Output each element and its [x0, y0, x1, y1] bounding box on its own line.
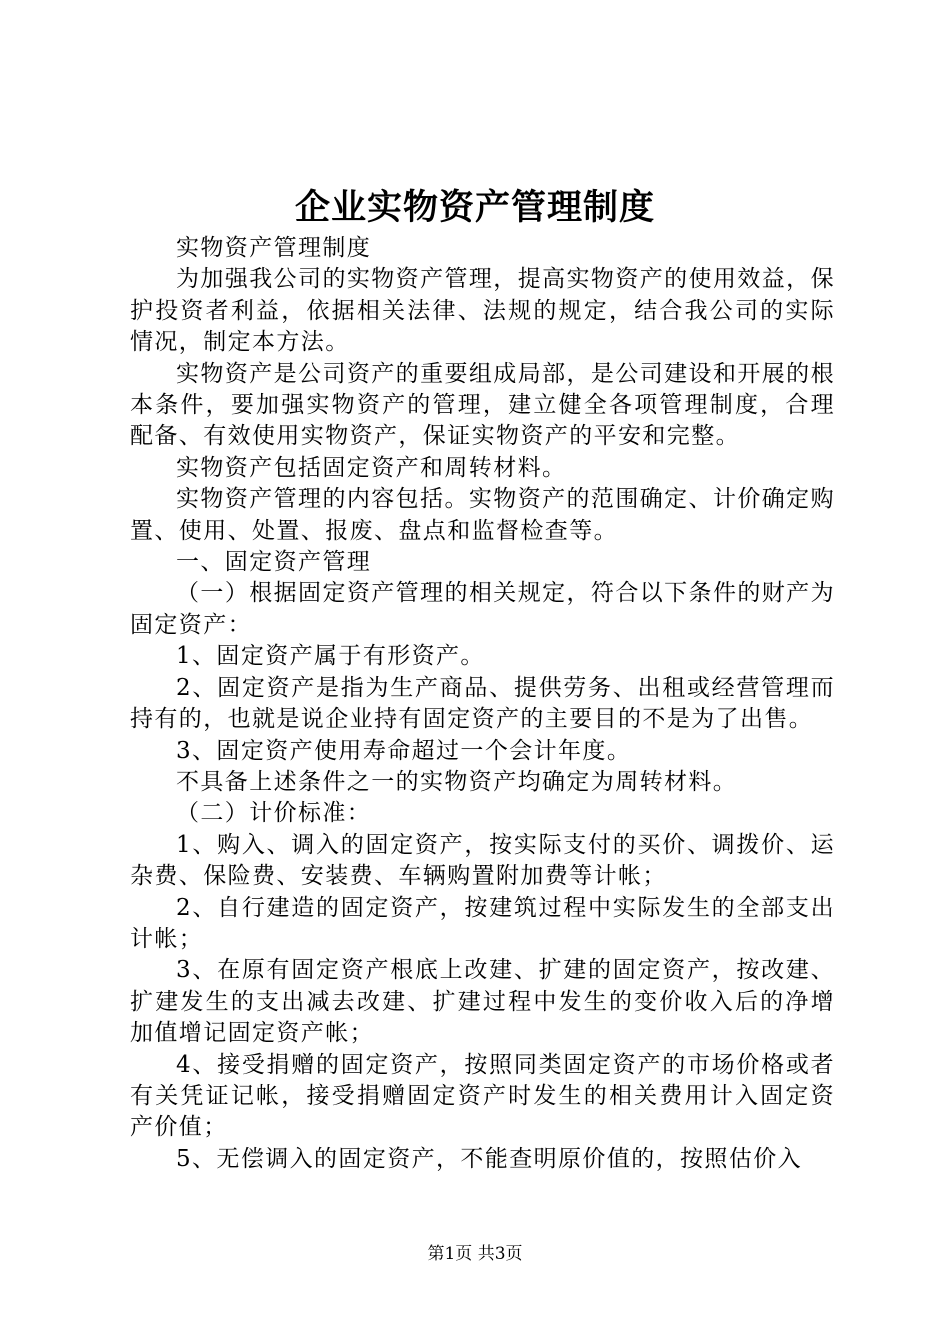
document-body	[130, 233, 835, 1175]
list-item: 1、固定资产属于有形资产。	[176, 643, 485, 670]
list-item: 2、固定资产是指为生产商品、提供劳务、出租或经营管理而持有的，也就是说企业持有固定资产的主要目的不是为了出售。	[130, 674, 835, 733]
list-item: 5、无偿调入的固定资产，不能查明原价值的，按照估价入	[176, 1145, 803, 1172]
paragraph: 实物资产是公司资产的重要组成局部，是公司建设和开展的根本条件，要加强实物资产的管理，建立健全各项管理制度，合理配备、有效使用实物资产，保证实物资产的平安和完整。	[130, 360, 835, 450]
subsection-heading: （二）计价标准：	[176, 800, 372, 827]
paragraph: （一）根据固定资产管理的相关规定，符合以下条件的财产为固定资产：	[130, 580, 835, 638]
paragraph: 实物资产包括固定资产和周转材料。	[176, 454, 567, 481]
list-item: 1、购入、调入的固定资产，按实际支付的买价、调拨价、运杂费、保险费、安装费、车辆购置附加费等计帐；	[130, 831, 835, 890]
paragraph: 为加强我公司的实物资产管理，提高实物资产的使用效益，保护投资者利益，依据相关法律、法规的规定，结合我公司的实际情况，制定本方法。	[130, 266, 835, 356]
list-item: 4、接受捐赠的固定资产，按照同类固定资产的市场价格或者有关凭证记帐，接受捐赠固定资产时发生的相关费用计入固定资产价值；	[130, 1051, 835, 1141]
section-heading: 一、固定资产管理	[176, 549, 372, 576]
paragraph: 实物资产管理的内容包括。实物资产的范围确定、计价确定购置、使用、处置、报废、盘点和监督检查等。	[130, 486, 835, 544]
list-item: 3、固定资产使用寿命超过一个会计年度。	[176, 737, 632, 764]
paragraph: 不具备上述条件之一的实物资产均确定为周转材料。	[176, 768, 738, 795]
list-item: 2、自行建造的固定资产，按建筑过程中实际发生的全部支出计帐；	[130, 894, 835, 952]
list-item: 3、在原有固定资产根底上改建、扩建的固定资产，按改建、扩建发生的支出减去改建、扩建过程中发生的变价收入后的净增加值增记固定资产帐；	[130, 957, 835, 1047]
page-number-footer: 第1页 共3页	[427, 1244, 523, 1264]
document-title: 企业实物资产管理制度	[294, 187, 655, 228]
paragraph: 实物资产管理制度	[176, 235, 372, 261]
